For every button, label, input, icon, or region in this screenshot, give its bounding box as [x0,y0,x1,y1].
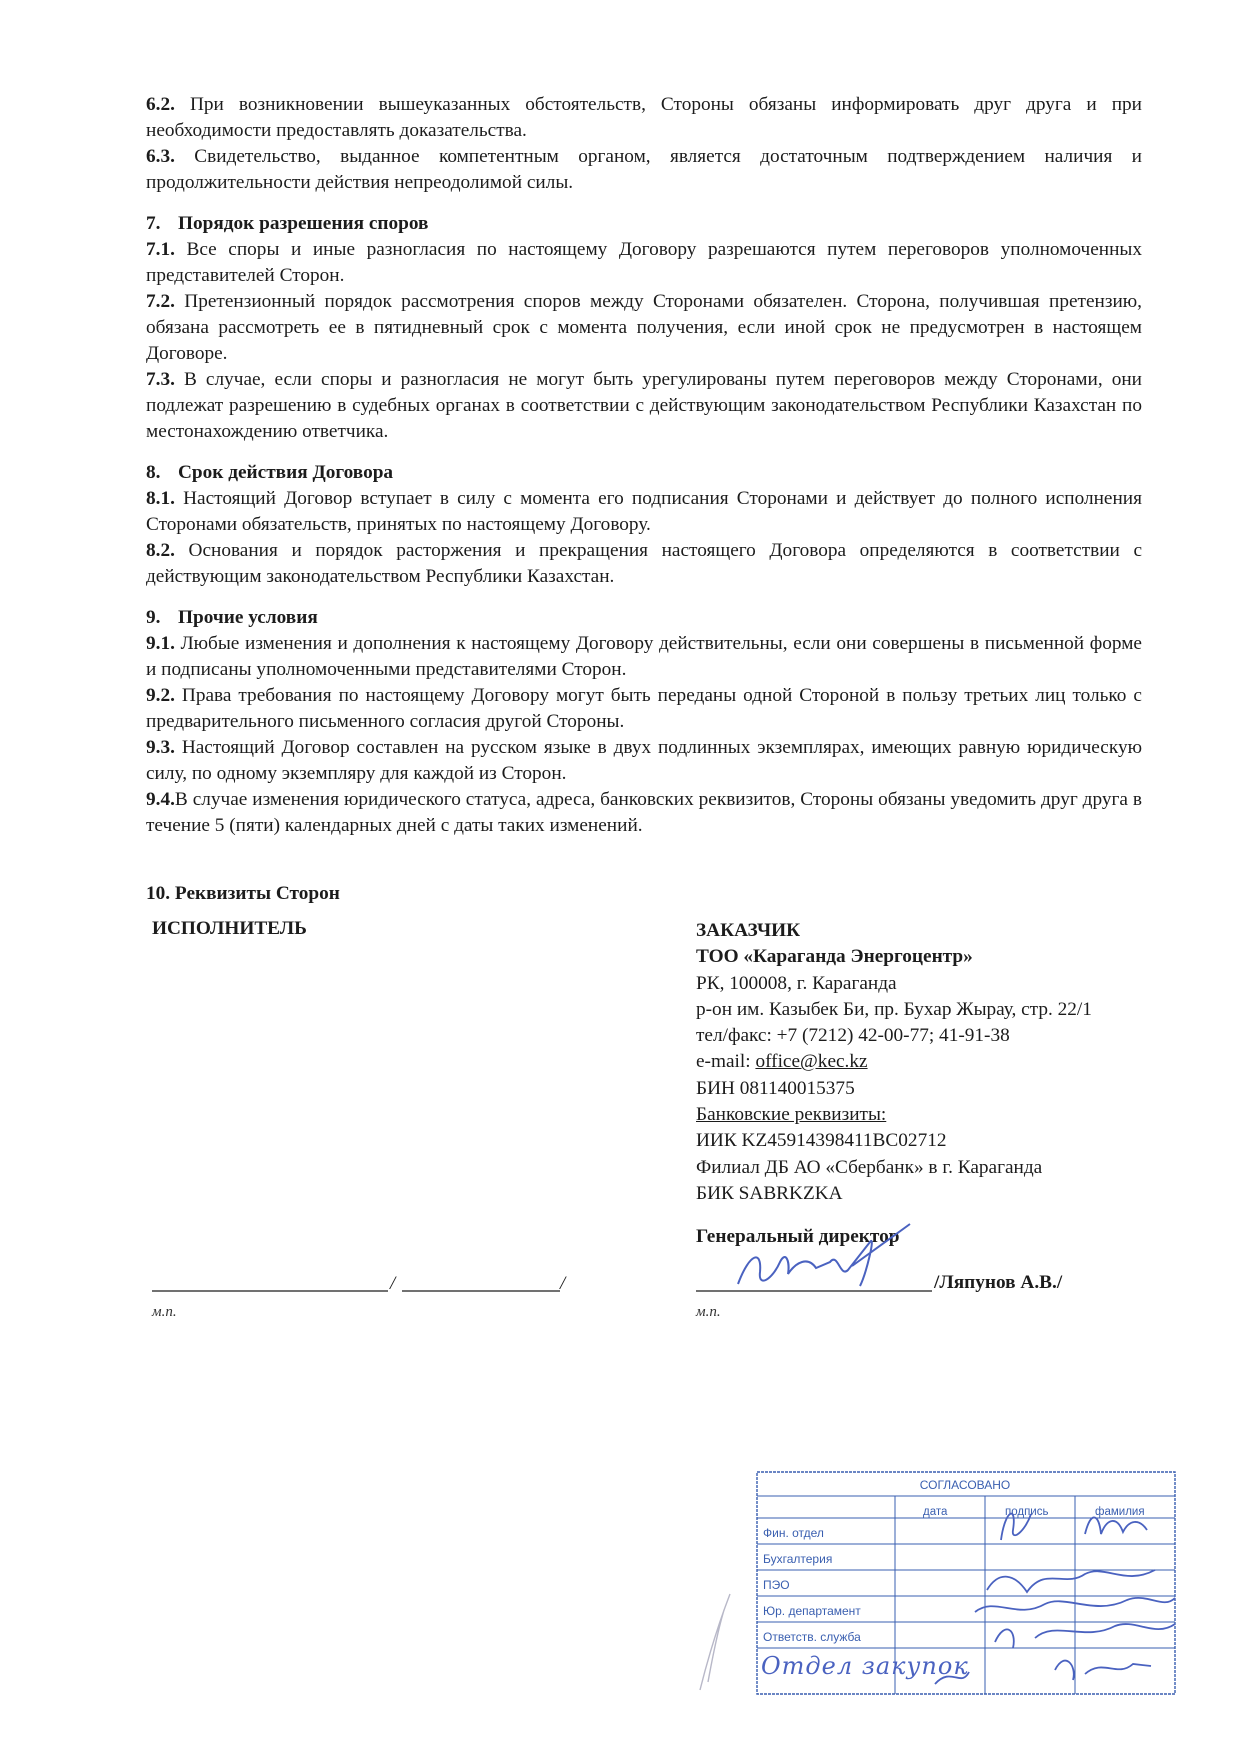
clause-text: Любые изменения и дополнения к настоящему Договору действительны, если они совершены в письменной форме и подписаны уполномоченными представителями Сторон. [146,633,1142,680]
section-7-heading [146,211,1142,237]
svg-text:/: / [390,1273,396,1294]
clause-9-3 [146,735,1142,787]
contract-clauses [146,92,1142,839]
clause-number: 9.2. [146,685,175,706]
clause-number: 9.3. [146,737,175,758]
customer-email-row [696,1049,1176,1075]
clause-number: 9.1. [146,633,175,654]
section-8-heading [146,460,1142,486]
clause-text: Настоящий Договор составлен на русском языке в двух подлинных экземплярах, имеющих равную юридическую силу, по одному экземпляру для каждой из Сторон. [146,737,1142,784]
clause-text: Все споры и иные разногласия по настоящему Договору разрешаются путем переговоров уполномоченных представителей Сторон. [146,239,1142,286]
clause-number: 6.3. [146,146,175,167]
customer-iik: ИИК KZ45914398411BC02712 [696,1130,947,1152]
stamp-row-legal: Юр. департамент [763,1604,861,1618]
clause-7-3 [146,367,1142,445]
clause-text: Настоящий Договор вступает в силу с момента его подписания Сторонами и действует до полного исполнения Сторонами обязательств, принятых по настоящему Договору. [146,488,1142,535]
clause-9-4 [146,787,1142,839]
email-label: e-mail: [696,1051,751,1073]
clause-number: 6.2. [146,94,175,115]
contractor-title: ИСПОЛНИТЕЛЬ [152,918,307,939]
stamp-row-peo: ПЭО [763,1578,790,1592]
stamp-handwritten-marks [755,1470,1185,1698]
bank-details-label: Банковские реквизиты: [696,1104,887,1126]
clause-6-3 [146,144,1142,196]
customer-mp: м.п. [696,1304,721,1320]
section-number: 9. [146,607,161,628]
contractor-mp: м.п. [152,1304,177,1320]
customer-signer: /Ляпунов А.В./ [934,1272,1063,1293]
section-title: Порядок разрешения споров [178,213,429,234]
customer-name: ТОО «Караганда Энергоцентр» [696,946,973,968]
clause-7-1 [146,237,1142,289]
email-link[interactable]: office@kec.kz [755,1051,868,1073]
customer-bin: БИН 081140015375 [696,1077,855,1099]
clause-text: В случае изменения юридического статуса, адреса, банковских реквизитов, Стороны обязаны уведомить друг друга в течение 5 (пяти) календарных дней с даты таких изменений. [146,789,1142,836]
clause-text: Основания и порядок расторжения и прекращения настоящего Договора определяются в соответствии с действующим законодательством Республики Казахстан. [146,540,1143,587]
approval-stamp [755,1470,1185,1698]
clause-9-2 [146,683,1142,735]
clause-text: Свидетельство, выданное компетентным органом, является достаточным подтверждением наличия и продолжительности действия непреодолимой силы. [146,146,1143,193]
clause-8-1 [146,486,1142,538]
clause-number: 7.2. [146,291,175,312]
stamp-row-responsible: Ответств. служба [763,1630,861,1644]
customer-address: р-он им. Казыбек Би, пр. Бухар Жырау, стр. 22/1 [696,998,1092,1020]
stamp-row-accounting: Бухгалтерия [763,1552,833,1566]
stamp-handwritten-procurement: Отдел закупок [761,1652,969,1680]
section-9-heading [146,605,1142,631]
svg-text:/: / [560,1273,566,1294]
customer-title: ЗАКАЗЧИК [696,920,801,941]
clause-6-2 [146,92,1142,144]
stamp-title: СОГЛАСОВАНО [919,1478,1011,1492]
customer-phone: тел/факс: +7 (7212) 42-00-77; 41-91-38 [696,1025,1010,1047]
customer-requisites [696,918,1176,1207]
customer-position: Генеральный директор [696,1226,900,1247]
stamp-col-date: дата [923,1506,948,1518]
clause-9-1 [146,631,1142,683]
customer-bank: Филиал ДБ АО «Сбербанк» в г. Караганда [696,1156,1043,1178]
section-number: 8. [146,462,161,483]
clause-8-2 [146,538,1142,590]
clause-number: 8.2. [146,540,175,561]
requisites-heading: 10. Реквизиты Сторон [146,883,340,904]
clause-text: Претензионный порядок рассмотрения споров между Сторонами обязателен. Сторона, получившая претензию, обязана рассмотреть ее в пятидневный срок с момента получения, если иной срок не предусмотрен в настоящем Договоре. [146,291,1142,364]
clause-text: При возникновении вышеуказанных обстоятельств, Стороны обязаны информировать друг друга и при необходимости предоставлять доказательства. [146,94,1143,141]
director-handwritten-signature [720,1222,930,1302]
contractor-signature-line [150,1270,570,1296]
customer-bik: БИК SABRKZKA [696,1182,843,1204]
stamp-col-signature: подпись [1005,1506,1049,1518]
clause-number: 7.1. [146,239,175,260]
clause-number: 9.4. [146,789,175,810]
faint-pencil-mark [690,1590,750,1700]
section-title: Срок действия Договора [178,462,394,483]
section-number: 7. [146,213,161,234]
clause-text: В случае, если споры и разногласия не могут быть урегулированы путем переговоров между Сторонами, они подлежат разрешению в судебных органах в соответствии с действующим законодательством Республики Казахстан по местонахождению ответчика. [146,369,1142,442]
clause-text: Права требования по настоящему Договору могут быть переданы одной Стороной в пользу третьих лиц только с предварительного письменного согласия другой Стороны. [146,685,1142,732]
stamp-col-surname: фамилия [1095,1506,1145,1518]
clause-number: 8.1. [146,488,175,509]
section-title: Прочие условия [178,607,318,628]
clause-7-2 [146,289,1142,367]
stamp-row-fin: Фин. отдел [763,1526,824,1540]
clause-number: 7.3. [146,369,175,390]
customer-city: РК, 100008, г. Караганда [696,972,897,994]
